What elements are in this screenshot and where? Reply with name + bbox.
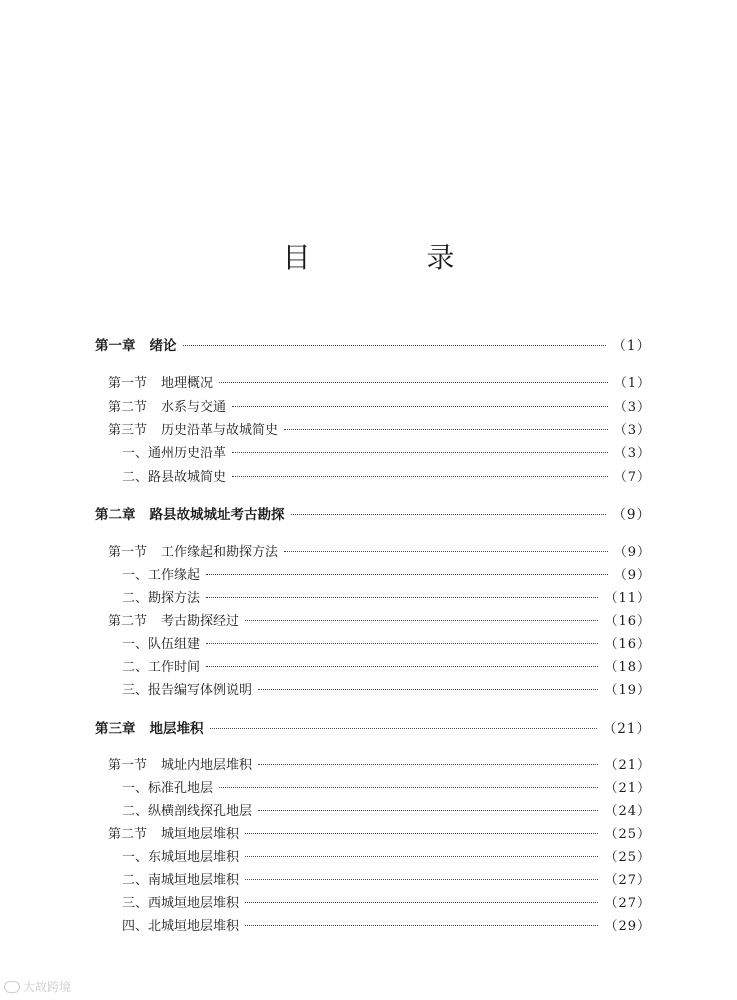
toc-text: 纵横剖线探孔地层 [148,804,253,819]
toc-text: 城垣地层堆积 [161,827,240,842]
toc-number: 第一章 [95,338,136,354]
toc-number: 一、 [122,637,149,652]
toc-page: （25） [604,827,651,842]
toc-text: 路县故城城址考古勘探 [149,507,285,523]
toc-text: 东城垣地层堆积 [148,850,240,865]
watermark-logo-icon [4,981,20,993]
watermark-text: 大故跨境 [23,980,72,994]
toc-text: 南城垣地层堆积 [148,873,240,888]
toc-page: （16） [604,614,651,629]
toc-text: 西城垣地层堆积 [148,896,240,911]
toc-text: 工作缘起 [148,568,201,583]
toc-chapter-2[interactable] [95,503,651,523]
toc-text: 工作缘起和勘探方法 [161,545,279,560]
toc-page: （24） [604,804,651,819]
toc-subsection[interactable] [122,587,651,606]
toc-number: 第一节 [108,758,148,773]
toc-number: 三、 [122,896,149,911]
toc-text: 标准孔地层 [148,781,214,796]
toc-number: 第三节 [108,423,148,438]
toc-page: （27） [604,896,651,911]
leader-dots [219,786,598,788]
toc-section[interactable] [108,541,651,560]
leader-dots [245,619,598,621]
toc-number: 第二节 [108,614,148,629]
toc-subsection[interactable] [122,800,651,819]
toc-number: 二、 [122,660,149,675]
toc-number: 四、 [122,919,149,934]
watermark [4,978,71,995]
toc-number: 第二章 [95,507,136,523]
toc-subsection[interactable] [122,466,651,485]
leader-dots [245,855,598,857]
leader-dots [232,405,608,407]
leader-dots [258,809,598,811]
toc-subsection[interactable] [122,564,651,583]
toc-page: （16） [604,637,651,652]
toc-page: （1） [612,338,651,354]
toc-page: （3） [613,446,651,461]
toc-text: 通州历史沿革 [148,446,227,461]
toc-section[interactable] [108,419,651,438]
toc-page: （1） [613,376,651,391]
toc-number: 第二节 [108,827,148,842]
toc-page: （11） [604,591,651,606]
toc-text: 工作时间 [148,660,201,675]
toc-text: 绪论 [149,338,177,354]
toc-number: 二、 [122,591,149,606]
toc-page: （27） [604,873,651,888]
toc-number: 一、 [122,781,149,796]
toc-text: 城址内地层堆积 [161,758,253,773]
toc-number: 一、 [122,446,149,461]
leader-dots [219,381,608,383]
toc-text: 地层堆积 [149,721,204,737]
toc-number: 第一节 [108,545,148,560]
toc-number: 一、 [122,850,149,865]
toc-text: 水系与交通 [161,400,227,415]
toc-page: （9） [613,568,651,583]
toc-number: 第三章 [95,721,136,737]
leader-dots [291,513,607,515]
toc-subsection[interactable] [122,442,651,461]
toc-page: （9） [613,545,651,560]
toc-page: （3） [613,423,651,438]
leader-dots [206,596,598,598]
toc-number: 第二节 [108,400,148,415]
leader-dots [206,573,608,575]
toc-page: （7） [613,470,651,485]
page-title: 目 录 [282,241,499,274]
toc-subsection[interactable] [122,846,651,865]
toc-subsection[interactable] [122,777,651,796]
toc-text: 考古勘探经过 [161,614,240,629]
toc-subsection[interactable] [122,679,651,698]
toc-text: 勘探方法 [148,591,201,606]
toc-text: 队伍组建 [148,637,201,652]
toc-number: 二、 [122,470,149,485]
leader-dots [245,924,598,926]
toc-number: 三、 [122,683,149,698]
toc-number: 二、 [122,873,149,888]
toc-subsection[interactable] [122,892,651,911]
toc-page: （21） [604,758,651,773]
toc-subsection[interactable] [122,915,651,934]
toc-page: （9） [612,507,651,523]
toc-text: 报告编写体例说明 [148,683,253,698]
toc-number: 二、 [122,804,149,819]
leader-dots [245,901,598,903]
leader-dots [284,428,608,430]
toc-page: （29） [604,919,651,934]
toc-page: （21） [602,721,651,737]
toc-page: （3） [613,400,651,415]
leader-dots [245,832,598,834]
toc-page: （19） [604,683,651,698]
toc-section[interactable] [108,610,651,629]
leader-dots [258,763,598,765]
toc-subsection[interactable] [122,869,651,888]
leader-dots [232,451,608,453]
toc-page: （25） [604,850,651,865]
toc-section[interactable] [108,396,651,415]
leader-dots [183,344,607,346]
toc-chapter-3[interactable] [95,717,651,737]
toc-number: 第一节 [108,376,148,391]
toc-text: 北城垣地层堆积 [148,919,240,934]
toc-chapter-1[interactable] [95,334,651,354]
toc-number: 一、 [122,568,149,583]
toc-section[interactable] [108,372,651,391]
toc-subsection[interactable] [122,656,651,675]
leader-dots [210,727,597,729]
leader-dots [232,475,608,477]
toc-subsection[interactable] [122,633,651,652]
leader-dots [245,878,598,880]
leader-dots [206,642,598,644]
leader-dots [206,665,598,667]
leader-dots [258,688,598,690]
toc-section[interactable] [108,754,651,773]
toc-text: 路县故城简史 [148,470,227,485]
leader-dots [284,550,608,552]
toc-text: 历史沿革与故城简史 [161,423,279,438]
toc-section[interactable] [108,823,651,842]
toc-page: （21） [604,781,651,796]
toc-page: （18） [604,660,651,675]
toc-text: 地理概况 [161,376,214,391]
